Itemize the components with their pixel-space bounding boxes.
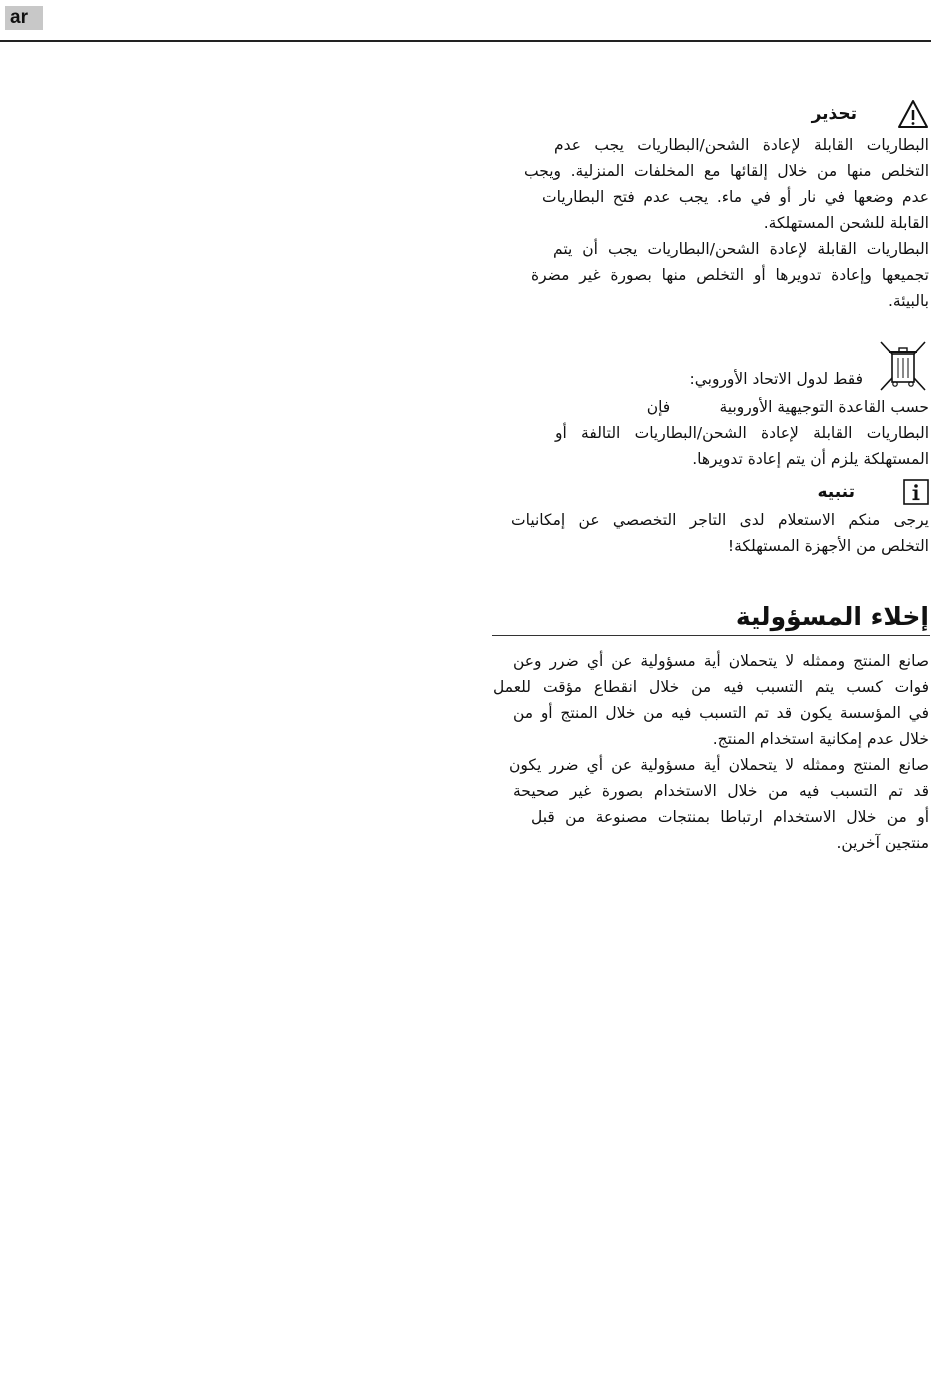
disclaimer-line: أو من خلال الاستخدام ارتباطا بمنتجات مصنوعة من قبل: [531, 808, 929, 826]
disclaimer-line: صانع المنتج وممثله لا يتحملان أية مسؤولية عن أي ضرر وعن: [513, 652, 929, 670]
warning-line: عدم وضعها في نار أو في ماء. يجب عدم فتح البطاريات: [542, 188, 929, 206]
eu-header: [489, 340, 929, 394]
disclaimer-line: منتجين آخرين.: [836, 834, 929, 852]
warning-line: البطاريات القابلة لإعادة الشحن/البطاريات يجب عدم: [554, 136, 929, 154]
disclaimer-body: [489, 648, 929, 856]
warning-line: القابلة للشحن المستهلكة.: [763, 214, 929, 232]
notice-header: [489, 477, 929, 507]
warning-line: بالبيئة.: [887, 292, 929, 310]
warning-triangle-icon: [897, 98, 929, 130]
disclaimer-line: خلال عدم إمكانية استخدام المنتج.: [712, 730, 929, 748]
notice-line: يرجى منكم الاستعلام لدى التاجر التخصصي عن إمكانيات: [511, 511, 929, 529]
info-icon: [903, 479, 929, 505]
disclaimer-line: قد تم التسبب فيه من خلال الاستخدام بصورة غير صحيحة: [513, 782, 929, 800]
eu-line: حسب القاعدة التوجيهية الأوروبية فإن: [646, 398, 929, 416]
notice-line: التخلص من الأجهزة المستهلكة!: [727, 537, 929, 555]
disclaimer-line: فوات كسب يتم التسبب فيه من خلال انقطاع مؤقت للعمل: [493, 678, 929, 696]
eu-section: [489, 340, 929, 472]
notice-section: [489, 477, 929, 559]
disclaimer-rule: [492, 635, 930, 636]
eu-line: المستهلكة يلزم أن يتم إعادة تدويرها.: [692, 450, 929, 468]
header-rule: [0, 40, 931, 42]
crossed-out-bin-icon: [877, 340, 929, 392]
warning-line: تجميعها وإعادة تدويرها أو التخلص منها بصورة غير مضرة: [531, 266, 929, 284]
eu-line: البطاريات القابلة لإعادة الشحن/البطاريات التالفة أو: [555, 424, 929, 442]
disclaimer-line: صانع المنتج وممثله لا يتحملان أية مسؤولية عن أي ضرر يكون: [509, 756, 929, 774]
warning-title: تحذير: [811, 104, 857, 124]
disclaimer-section: [489, 598, 929, 636]
warning-header: [489, 96, 929, 132]
warning-line: التخلص منها من خلال إلقائها مع المخلفات المنزلية. ويجب: [524, 162, 929, 180]
notice-title: تنبيه: [817, 482, 855, 502]
disclaimer-line: في المؤسسة يكون قد تم التسبب فيه من خلال المنتج أو من: [513, 704, 929, 722]
language-tab: ar: [5, 6, 43, 30]
warning-line: البطاريات القابلة لإعادة الشحن/البطاريات يجب أن يتم: [553, 240, 929, 258]
warning-section: [489, 96, 929, 314]
disclaimer-title: إخلاء المسؤولية: [735, 602, 929, 631]
eu-title: فقط لدول الاتحاد الأوروبي:: [689, 370, 863, 388]
